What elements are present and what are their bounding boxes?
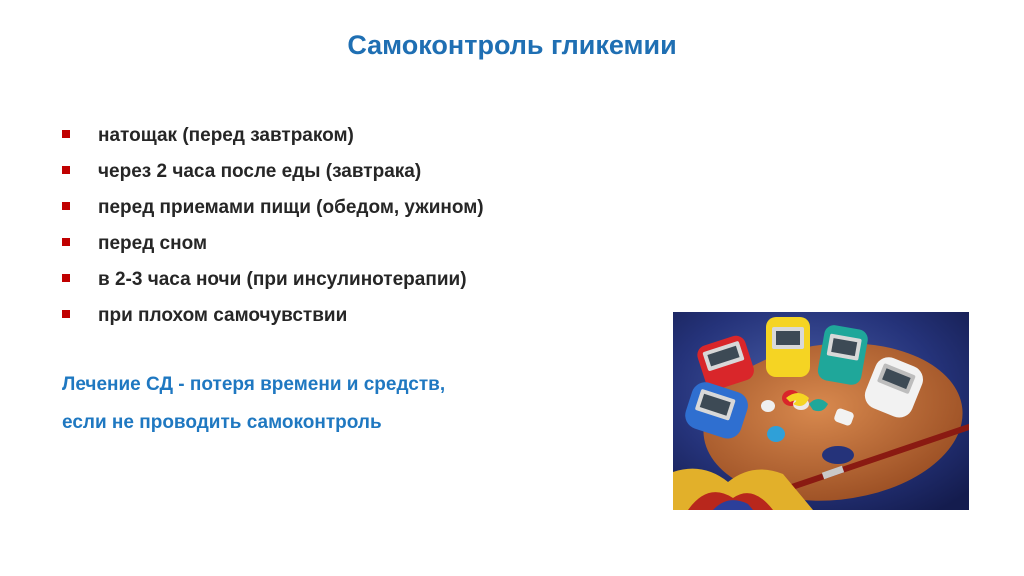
slide-title: Самоконтроль гликемии [347,30,677,60]
bullet-square-icon [62,166,70,174]
bullet-square-icon [62,274,70,282]
note [62,366,445,442]
bullet-square-icon [62,130,70,138]
bullet-square-icon [62,238,70,246]
note-line: Лечение СД - потеря времени и средств, [62,374,446,395]
bullet-square-icon [62,202,70,210]
bullet-text: перед приемами пищи (обедом, ужином) [98,197,484,218]
bullet-text: натощак (перед завтраком) [98,125,354,146]
note-line: если не проводить самоконтроль [62,412,382,433]
glucometers-palette-image [673,312,969,510]
bullet-square-icon [62,310,70,318]
bullet-text: перед сном [98,233,208,254]
bullet-text: через 2 часа после еды (завтрака) [98,161,422,182]
bullet-text: в 2-3 часа ночи (при инсулинотерапии) [98,269,467,290]
bullet-text: при плохом самочувствии [98,305,348,326]
